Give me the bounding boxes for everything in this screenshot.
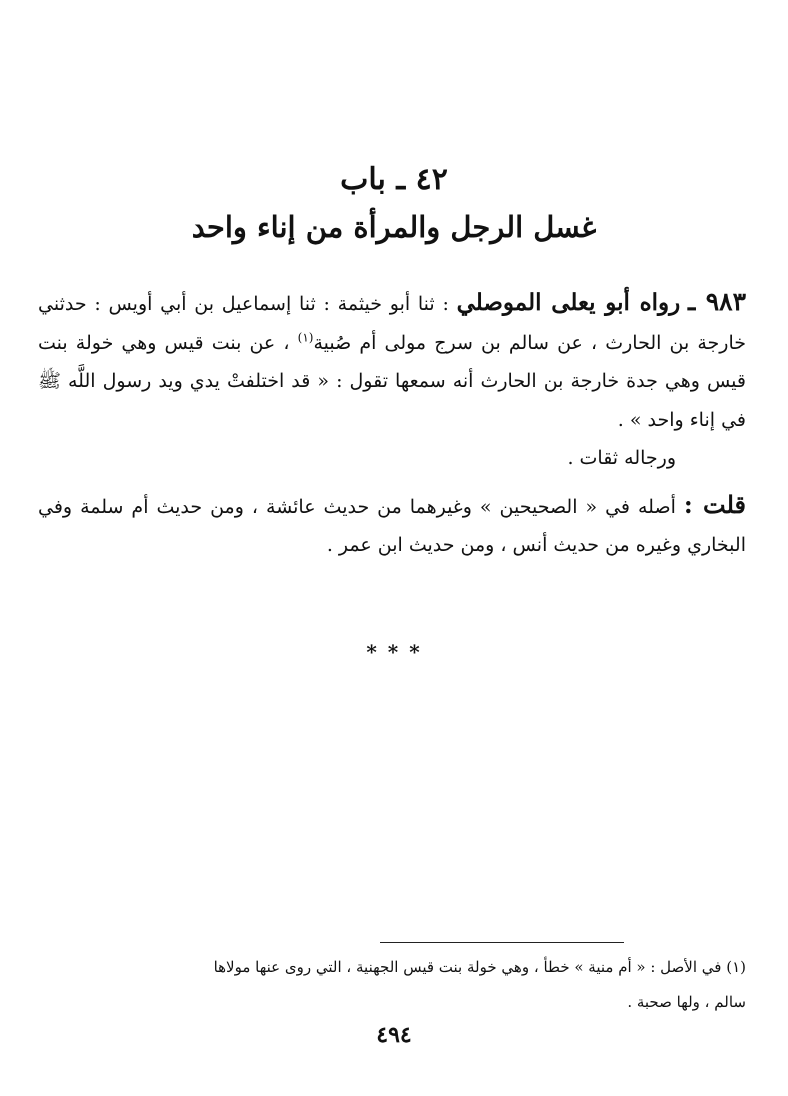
page-number: ٤٩٤: [376, 1022, 412, 1048]
rijal-note: ورجاله ثقات .: [567, 447, 676, 469]
comment-label: قلت :: [683, 489, 746, 519]
chapter-number: ٤٢ ـ باب: [340, 162, 448, 197]
hadith-text-part2: ، عن بنت قيس وهي خولة بنت قيس وهي جدة خارجة بن الحارث أنه سمعها تقول : « قد اختلفتْ يدي ويد رسول اللَّه ﷺ في إناء واحد » .: [38, 331, 746, 431]
hadith-narrator: رواه أبو يعلى الموصلي: [456, 289, 681, 316]
main-text: [38, 283, 746, 565]
chapter-title: غسل الرجل والمرأة من إناء واحد: [191, 210, 597, 244]
hadith-number: ٩٨٣ ـ: [687, 287, 747, 316]
footnote-divider: [380, 942, 624, 943]
comment-text: أصله في « الصحيحين » وغيرهما من حديث عائشة ، ومن حديث أم سلمة وفي البخاري وغيره من حديث أنس ، ومن حديث ابن عمر .: [38, 495, 746, 556]
footnote-reference[interactable]: (١): [297, 330, 314, 345]
hadith-text-part1: : ثنا أبو خيثمة : ثنا إسماعيل بن أبي أويس : حدثني خارجة بن الحارث ، عن سالم بن سرج مولى أم صُبية: [38, 293, 746, 354]
hadith-paragraph: [38, 283, 746, 439]
footnote-line: سالم ، ولها صحبة .: [627, 993, 746, 1011]
footnote-line: (١) في الأصل : « أم منية » خطأ ، وهي خولة بنت قيس الجهنية ، التي روى عنها مولاها: [213, 958, 746, 976]
comment-paragraph: [38, 486, 746, 565]
section-separator: * * *: [366, 640, 422, 664]
footnotes: [40, 950, 746, 1020]
